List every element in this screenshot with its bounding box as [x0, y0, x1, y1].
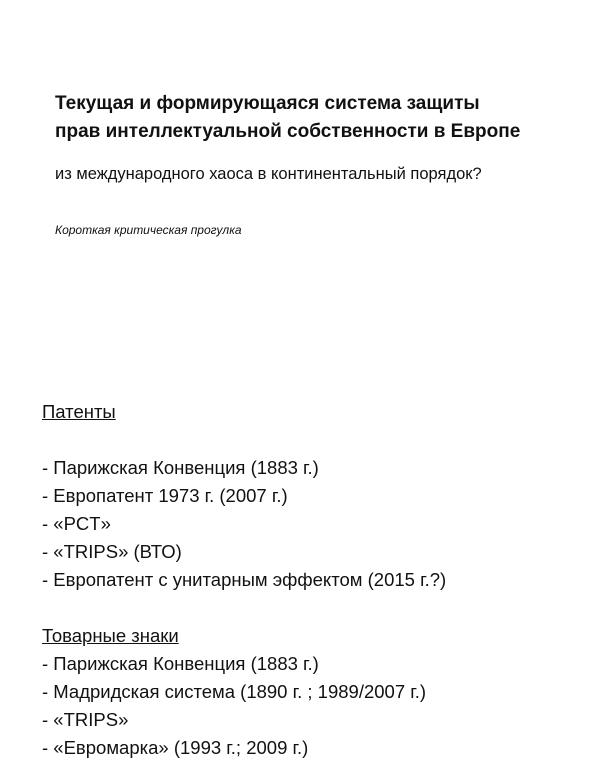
list-item: - «PCT»: [42, 513, 111, 534]
subtitle: из международного хаоса в континентальный порядок?: [55, 165, 482, 183]
trademarks-heading: Товарные знаки: [42, 625, 179, 646]
page-title: [55, 90, 575, 146]
patents-list: [42, 454, 582, 594]
list-item: - Парижская Конвенция (1883 г.): [42, 457, 319, 478]
trademarks-section: [42, 622, 582, 762]
title-line-1: Текущая и формирующаяся система защиты: [55, 93, 480, 114]
list-item: - Европатент 1973 г. (2007 г.): [42, 485, 288, 506]
title-line-2: прав интеллектуальной собственности в Европе: [55, 121, 521, 142]
patents-heading: Патенты: [42, 401, 116, 422]
list-item: - «Евромарка» (1993 г.; 2009 г.): [42, 737, 309, 758]
list-item: - «TRIPS»: [42, 709, 129, 730]
list-item: - Европатент с унитарным эффектом (2015 г.?): [42, 569, 447, 590]
list-item: - Парижская Конвенция (1883 г.): [42, 653, 319, 674]
trademarks-list: [42, 650, 582, 762]
list-item: - Мадридская система (1890 г. ; 1989/2007 г.): [42, 681, 427, 702]
patents-section: [42, 398, 582, 594]
list-item: - «TRIPS» (ВТО): [42, 541, 182, 562]
note: Короткая критическая прогулка: [55, 223, 242, 237]
